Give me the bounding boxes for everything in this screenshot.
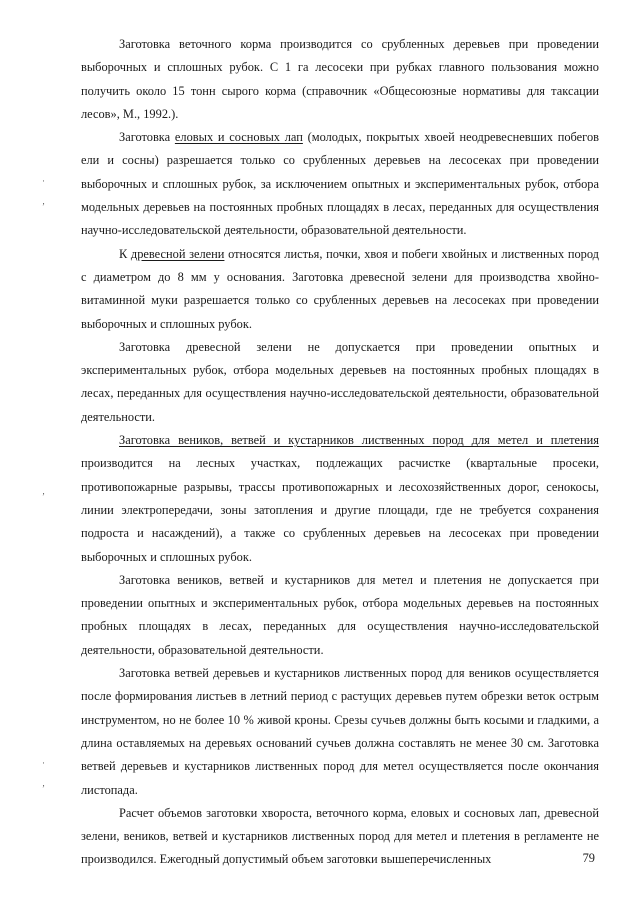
paragraph (81, 243, 599, 336)
document-body (81, 33, 599, 872)
margin-mark: ‚ (42, 196, 45, 206)
paragraph-text: Заготовка (119, 130, 175, 145)
margin-mark: ‚ (42, 486, 45, 496)
underlined-term: еловых и сосновых лап (174, 130, 303, 145)
paragraph-text: Заготовка древесной зелени не допускается при проведении опытных и экспериментальных рубок, отбора модельных деревьев на постоянных пробных площадях в лесах, переданных для осуществления научно-исследовательской деятельности, образовательной деятельности. (81, 339, 599, 424)
paragraph-text: Заготовка веточного корма производится со срубленных деревьев при проведении выборочных и сплошных рубок. С 1 га лесосеки при рубках главного пользования можно получить около 15 тонн сырого корма (справочник «Общесоюзные нормативы для таксации лесов», М., 1992.). (81, 37, 599, 121)
paragraph-text: производится на лесных участках, подлежащих расчистке (квартальные просеки, противопожарные разрывы, трассы противопожарных и лесохозяйственных дорог, сенокосы, линии электропередачи, зоны затопления и другие площади, где не требуется сохранения подроста и насаждений), а также со срубленных деревьев на лесосеках при проведении выборочных и сплошных рубок. (81, 456, 599, 564)
paragraph-text: Заготовка веников, ветвей и кустарников для метел и плетения не допускается при проведении опытных и экспериментальных рубок, отбора модельных деревьев на постоянных пробных площадях в лесах, переданных для осуществления научно-исследовательской деятельности, образовательной деятельности. (81, 572, 599, 657)
paragraph-text: К (119, 246, 131, 261)
page-number: 79 (582, 851, 595, 865)
margin-mark: · (42, 758, 45, 768)
margin-mark: · (42, 176, 45, 186)
paragraph-text: относятся листья, почки, хвоя и побеги хвойных и лиственных пород с диаметром до 8 мм у основания. Заготовка древесной зелени для производства хвойно-витаминной муки разрешается только со срубленных деревьев на лесосеках при проведении выборочных и сплошных рубок. (81, 246, 599, 331)
underlined-term: Заготовка веников, ветвей и кустарников лиственных пород для метел и плетения (119, 433, 599, 448)
underlined-term: древесной зелени (130, 246, 225, 261)
paragraph (81, 33, 599, 126)
paragraph (81, 429, 599, 569)
margin-mark: ‚ (42, 778, 45, 788)
paragraph-text: (молодых, покрытых хвоей неодревесневших побегов ели и сосны) разрешается только со срубленных деревьев на лесосеках при проведении выборочных и сплошных рубок, за исключением опытных и экспериментальных рубок, отбора модельных деревьев на постоянных пробных площадях в лесах, переданных для осуществления научно-исследовательской деятельности, образовательной деятельности. (81, 130, 599, 238)
paragraph (81, 802, 599, 872)
paragraph (81, 662, 599, 802)
paragraph (81, 126, 599, 242)
paragraph-text: Заготовка ветвей деревьев и кустарников лиственных пород для веников осуществляется после формирования листьев в летний период с растущих деревьев путем обрезки веток острым инструментом, но не более 10 % живой кроны. Срезы сучьев должны быть косыми и гладкими, а длина оставляемых на деревьях оснований сучьев должна составлять не менее 30 см. Заготовка ветвей деревьев и кустарников лиственных пород для метел осуществляется после окончания листопада. (81, 666, 599, 797)
paragraph-text: Расчет объемов заготовки хвороста, веточного корма, еловых и сосновых лап, древесной зелени, веников, ветвей и кустарников лиственных пород для метел и плетения в регламенте не производился. Ежегодный допустимый объем заготовки вышеперечисленных (81, 805, 599, 867)
paragraph (81, 336, 599, 429)
paragraph (81, 569, 599, 662)
